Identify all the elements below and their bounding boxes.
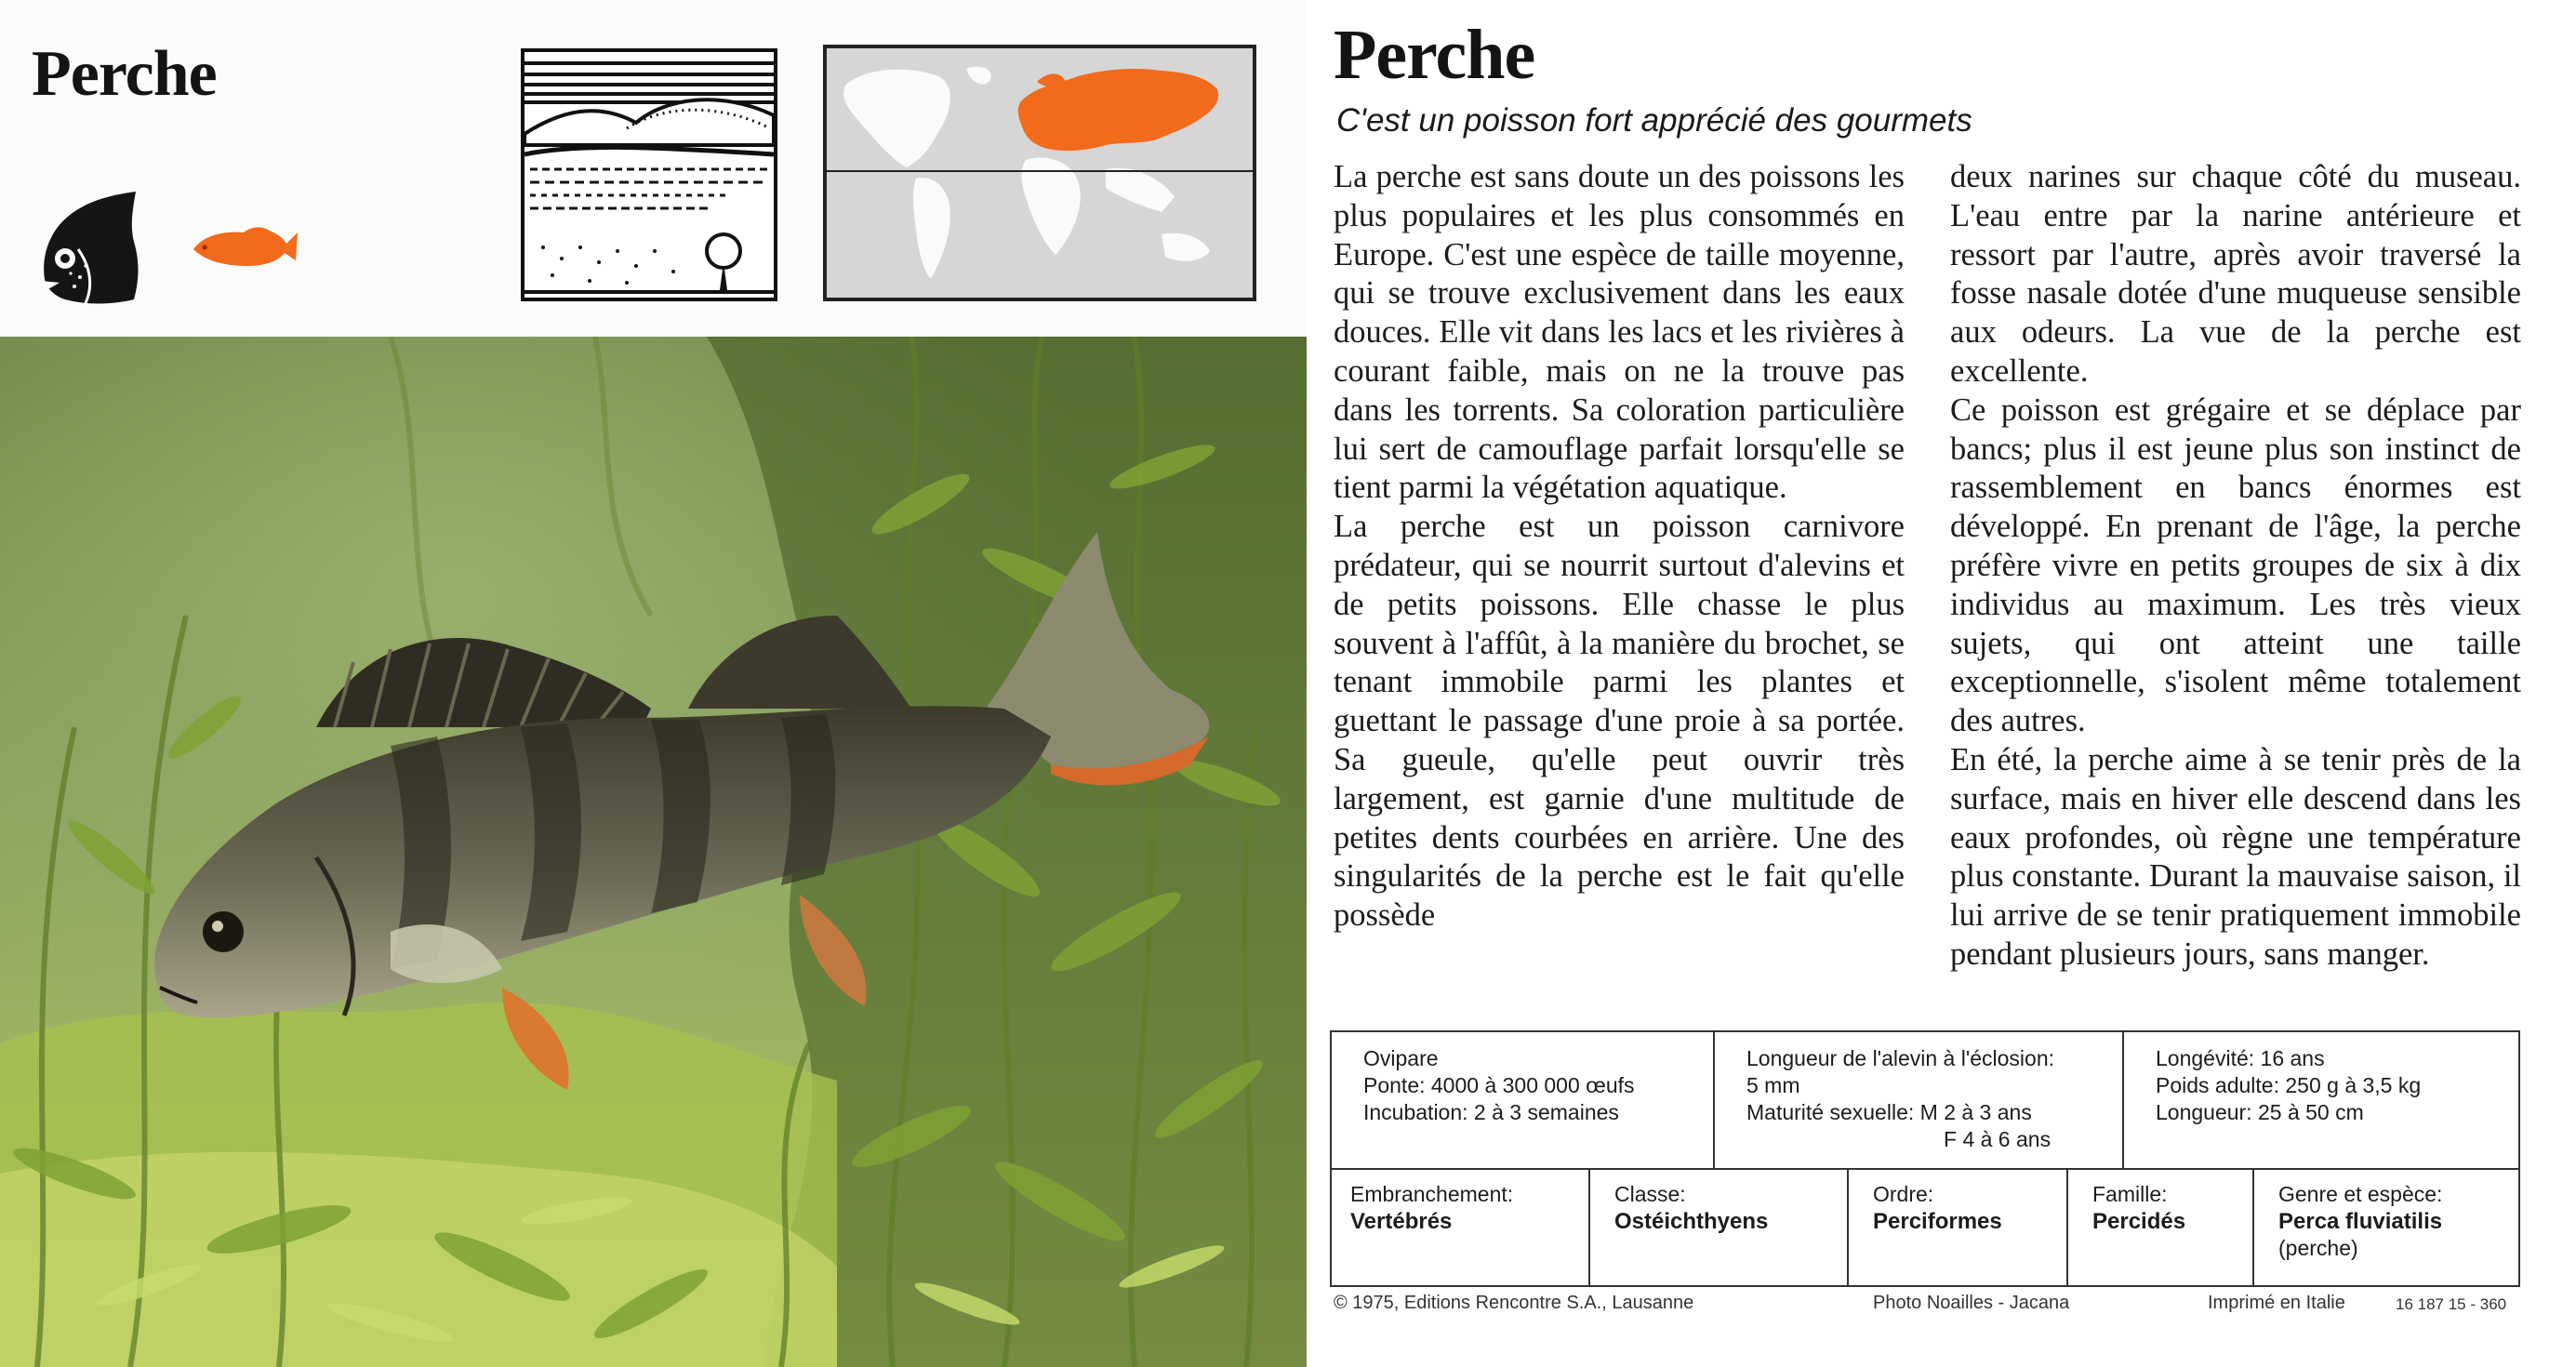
fact-text: Ponte: 4000 à 300 000 œufs: [1363, 1073, 1635, 1097]
taxonomy-value: Vertébrés: [1350, 1209, 1453, 1234]
photo-credit: Photo Noailles - Jacana: [1873, 1293, 2070, 1313]
paragraph: La perche est sans doute un des poissons les plus populaires et les plus consommés en Europe. C'est une espèce de taille moyenne, qui se trouve exclusivement dans les eaux douces. Elle vit dans les lacs et les rivières à courant faible, mais on ne la trouve pas dans les torrents. Sa coloration particulière lui sert de camouflage parfait lorsqu'elle se tient parmi la végétation aquatique.: [1334, 159, 1905, 506]
taxonomy-extra: (perche): [2278, 1236, 2358, 1260]
taxonomy-label: Embranchement:: [1350, 1182, 1514, 1206]
paragraph: La perche est un poisson carnivore prédateur, qui se nourrit surtout d'alevins et de petits poissons. Elle chasse le plus souvent à l'affût, à la manière du brochet, se tenant immobile parmi les plantes et guettant le passage d'une proie à sa portée. Sa gueule, qu'elle peut ouvrir très largement, est garnie d'une multitude de petites dents courbées en arrière. Une des singularités de la perche est le fait qu'elle possède: [1334, 509, 1905, 934]
text-column-left: [1334, 158, 1905, 936]
taxonomy-label: Famille:: [2092, 1182, 2168, 1206]
text-column-right: [1950, 158, 2521, 975]
fact-text: Ovipare: [1363, 1046, 1439, 1070]
subtitle: C'est un poisson fort apprécié des gourmets: [1336, 102, 1972, 139]
fact-text: Incubation: 2 à 3 semaines: [1363, 1100, 1619, 1124]
taxonomy-cell: [1588, 1168, 1847, 1287]
habitat-freshwater-icon: [521, 48, 777, 301]
fact-text: Longueur de l'alevin à l'éclosion:: [1746, 1046, 2055, 1070]
fact-text: 5 mm: [1746, 1073, 1800, 1097]
card-code: 16 187 15 - 360: [2396, 1295, 2507, 1313]
paragraph: En été, la perche aime à se tenir près de la surface, mais en hiver elle descend dans les eaux profondes, où règne une température plus constante. Durant la mauvaise saison, il lui arrive de se tenir pratiquement immobile pendant plusieurs jours, sans manger.: [1950, 741, 2521, 972]
taxonomy-value: Percidés: [2092, 1209, 2186, 1234]
taxonomy-cell: [1332, 1168, 1588, 1287]
taxonomy-cell: [2252, 1168, 2518, 1287]
left-card-title: Perche: [32, 38, 217, 110]
facts-table: [1330, 1030, 2520, 1287]
paragraph: deux narines sur chaque côté du museau. L'eau entre par la narine antérieure et ressort par l'autre, après avoir traversé la fosse nasale dotée d'une muqueuse sensible aux odeurs. La vue de la perche est excellente.: [1950, 159, 2521, 389]
right-card-title: Perche: [1334, 16, 1535, 94]
printed-in: Imprimé en Italie: [2208, 1293, 2345, 1313]
taxonomy-label: Classe:: [1614, 1182, 1686, 1206]
fact-text: Poids adulte: 250 g à 3,5 kg: [2156, 1073, 2422, 1097]
taxonomy-label: Ordre:: [1873, 1182, 1934, 1206]
taxonomy-cell: [2066, 1168, 2252, 1287]
taxonomy-cell: [1847, 1168, 2066, 1287]
taxonomy-label: Genre et espèce:: [2278, 1182, 2443, 1206]
taxonomy-row: [1332, 1168, 2518, 1287]
fact-text: Maturité sexuelle: M 2 à 3 ans: [1746, 1100, 2032, 1124]
distribution-map: [823, 45, 1256, 301]
facts-cell-reproduction: [1332, 1032, 1713, 1168]
fact-text: F 4 à 6 ans: [1944, 1127, 2052, 1151]
taxonomy-value: Perca fluviatilis: [2278, 1209, 2443, 1234]
perch-photo: [0, 337, 1307, 1367]
facts-cell-growth: [1713, 1032, 2122, 1168]
orange-fish-icon: [190, 223, 299, 270]
taxonomy-value: Perciformes: [1873, 1209, 2002, 1234]
facts-cell-size: [2122, 1032, 2518, 1168]
copyright: © 1975, Editions Rencontre S.A., Lausanne: [1334, 1293, 1694, 1313]
facts-row: [1332, 1032, 2518, 1170]
paragraph: Ce poisson est grégaire et se déplace par bancs; plus il est jeune plus son instinct de rassemblement en bancs énormes est développé. En prenant de l'âge, la perche préfère vivre en petits groupes de six à dix individus au maximum. Les très vieux sujets, qui ont atteint une taille exceptionnelle, s'isolent même totalement des autres.: [1950, 392, 2521, 739]
fish-head-icon: [37, 190, 145, 307]
fact-text: Longueur: 25 à 50 cm: [2156, 1100, 2364, 1124]
fact-text: Longévité: 16 ans: [2156, 1046, 2325, 1070]
taxonomy-value: Ostéichthyens: [1614, 1209, 1769, 1234]
